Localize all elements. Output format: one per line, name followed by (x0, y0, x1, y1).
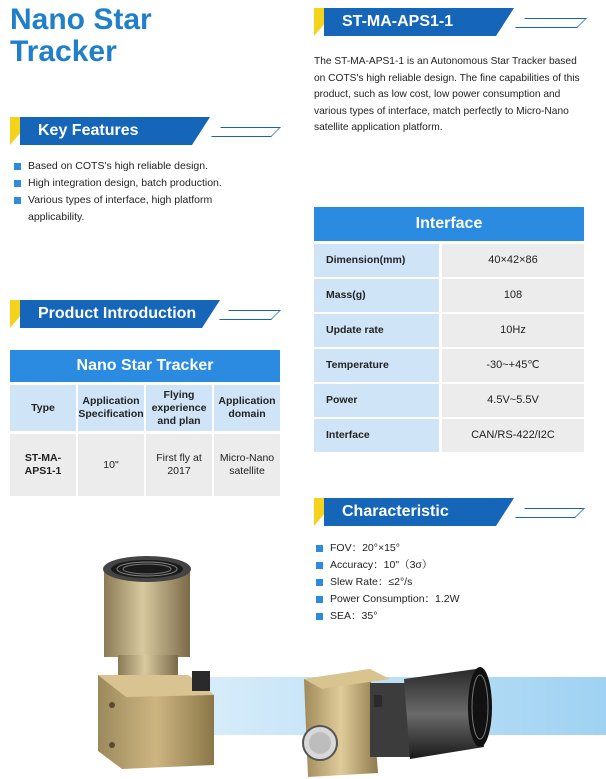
column-header: Flying experience and plan (144, 385, 212, 431)
spec-value: 40×42×86 (442, 244, 584, 277)
table-header-row (10, 385, 280, 431)
table-row (314, 314, 584, 347)
characteristic-heading: Characteristic (342, 503, 449, 520)
bullet-square-icon (316, 613, 323, 620)
bullet-square-icon (316, 579, 323, 586)
list-item: Power Consumption：1.2W (316, 591, 576, 608)
model-section-header (314, 8, 584, 36)
header-decor-line (515, 508, 585, 518)
bullet-square-icon (316, 596, 323, 603)
title-line-2: Tracker (10, 35, 117, 68)
spec-value: CAN/RS-422/I2C (442, 419, 584, 452)
table-cell: First fly at 2017 (144, 434, 212, 496)
list-item: High integration design, batch production. (14, 175, 259, 192)
table-row (10, 434, 280, 496)
product-intro-heading: Product Introduction (38, 305, 197, 322)
header-decor-line (515, 18, 587, 28)
key-features-heading: Key Features (38, 122, 139, 139)
page-title (10, 4, 290, 68)
list-item: SEA：35° (316, 608, 576, 625)
bullet-square-icon (14, 163, 21, 170)
characteristic-header (314, 498, 584, 526)
bullet-square-icon (316, 562, 323, 569)
bullet-square-icon (14, 197, 21, 204)
table-cell: Micro-Nano satellite (212, 434, 280, 496)
product-table (10, 350, 280, 496)
spec-value: 4.5V~5.5V (442, 384, 584, 417)
model-description: The ST-MA-APS1-1 is an Autonomous Star Tracker based on COTS's high reliable design. The fine capabilities of this product, such as low cost, low power consumption and various types of interface, match perfectly to Micro-Nano satellite application platform. (314, 56, 580, 133)
product-intro-header (10, 300, 278, 328)
characteristic-list (316, 540, 576, 625)
list-item: Various types of interface, high platform applicability. (14, 192, 259, 226)
spec-value: 108 (442, 279, 584, 312)
bullet-square-icon (316, 545, 323, 552)
spec-value: 10Hz (442, 314, 584, 347)
header-decor-line (211, 127, 281, 137)
table-row (314, 349, 584, 382)
star-tracker-photo-upright (92, 555, 222, 770)
table-row (314, 244, 584, 277)
spec-key: Power (314, 384, 439, 417)
title-line-1: Nano Star (10, 3, 152, 36)
spec-key: Dimension(mm) (314, 244, 439, 277)
table-row (314, 419, 584, 452)
list-item: Accuracy：10"（3σ） (316, 557, 576, 574)
bullet-square-icon (14, 180, 21, 187)
table-row (314, 384, 584, 417)
key-features-list (14, 158, 259, 226)
interface-heading: Interface (314, 207, 584, 241)
spec-key: Mass(g) (314, 279, 439, 312)
table-row (314, 279, 584, 312)
model-heading: ST-MA-APS1-1 (342, 13, 454, 30)
table-cell: 10" (76, 434, 144, 496)
column-header: Type (31, 401, 55, 414)
column-header: Application domain (212, 385, 280, 431)
list-item: FOV：20°×15° (316, 540, 576, 557)
list-item: Based on COTS's high reliable design. (14, 158, 259, 175)
key-features-header (10, 117, 278, 145)
interface-table (314, 207, 584, 454)
column-header: Application Specification (76, 385, 144, 431)
spec-value: -30~+45℃ (442, 349, 584, 382)
header-decor-line (219, 310, 281, 320)
spec-key: Interface (314, 419, 439, 452)
product-table-title: Nano Star Tracker (10, 350, 280, 382)
list-item: Slew Rate：≤2°/s (316, 574, 576, 591)
spec-key: Update rate (314, 314, 439, 347)
star-tracker-photo-side (300, 655, 500, 779)
table-cell: ST-MA-APS1-1 (24, 452, 62, 477)
spec-key: Temperature (314, 349, 439, 382)
